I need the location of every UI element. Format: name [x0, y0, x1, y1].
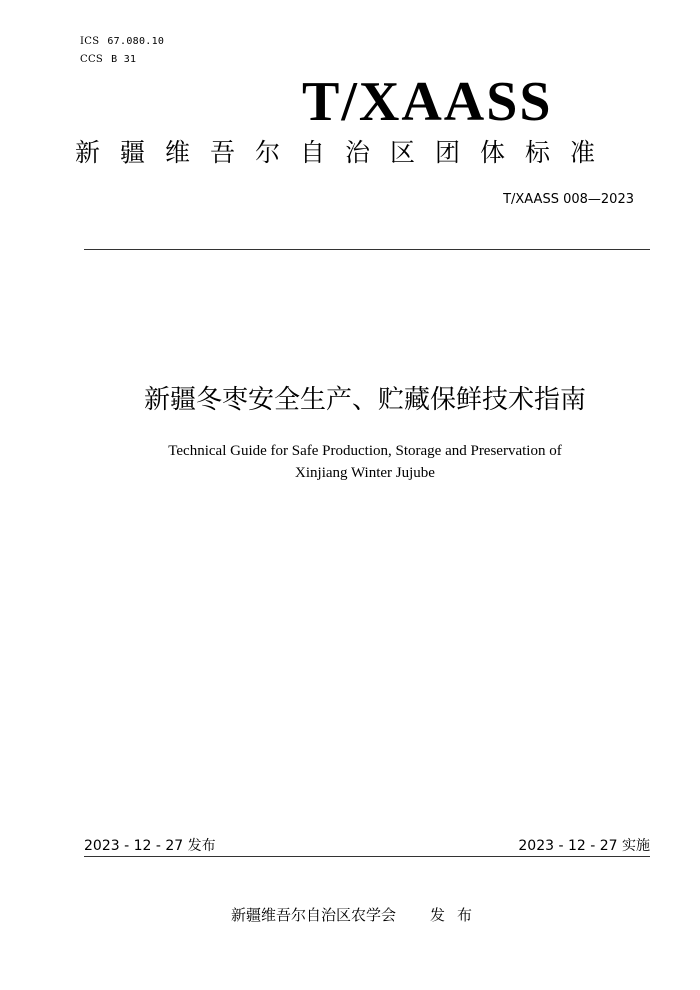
standard-type: 新疆维吾尔自治区团体标准 [75, 138, 616, 167]
standard-number: T/XAASS 008—2023 [503, 192, 634, 207]
document-title-en [0, 440, 700, 484]
ics-label: ICS [80, 36, 100, 47]
issuer-name: 新疆维吾尔自治区农学会 [230, 906, 396, 924]
issue-date: 2023 - 12 - 27 发布 [84, 838, 216, 854]
implementation-date: 2023 - 12 - 27 实施 [518, 838, 650, 854]
title-en-line-1: Technical Guide for Safe Production, Storage and Preservation of [168, 443, 562, 459]
ccs-value: B 31 [111, 54, 137, 65]
header-divider [84, 249, 650, 250]
ccs-code [80, 54, 136, 65]
ccs-label: CCS [80, 54, 104, 65]
footer-divider [84, 856, 650, 857]
standard-logo: T/XAASS [302, 71, 553, 133]
issuer-action: 发布 [430, 906, 485, 924]
ics-value: 67.080.10 [107, 36, 165, 47]
issuer-line [0, 904, 700, 925]
document-title-zh: 新疆冬枣安全生产、贮藏保鲜技术指南 [143, 385, 586, 415]
ics-code [80, 36, 164, 47]
title-en-line-2: Xinjiang Winter Jujube [295, 465, 435, 481]
